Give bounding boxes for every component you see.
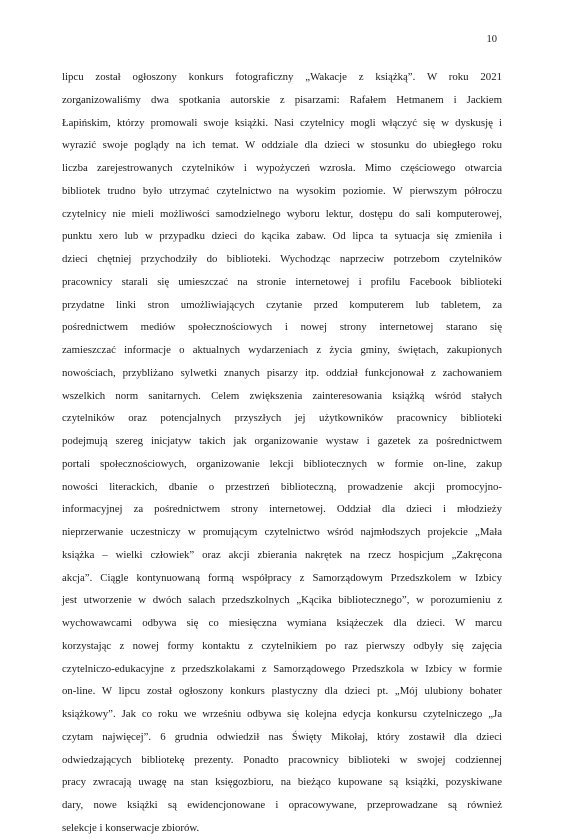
text-line: bibliotek trudno było utrzymać czytelnictwo na wysokim poziomie. W pierwszym półroczu [62, 184, 502, 197]
text-line: podejmują szereg inicjatyw takich jak organizowanie wystaw i gazetek za pośrednictwem [62, 435, 502, 447]
text-line: książka – wielki człowiek” oraz akcji zbierania nakrętek na rzecz hospicjum „Zakręcona [62, 548, 502, 561]
text-line: książkowy”. Jak co roku we wrześniu odbywa się kolejna edycja konkursu czytelniczego „Ja [62, 708, 502, 720]
text-line: wyrazić swoje poglądy na ich temat. W oddziale dla dzieci w stosunku do ubiegłego roku [62, 139, 502, 152]
text-line: Łapińskim, którzy promowali swoje książki. Nasi czytelnicy mogli włączyć się w dyskusję i [62, 116, 502, 129]
text-line: nieprzerwanie uczestniczy w promującym czytelnictwo wśród najmłodszych projekcie „Mała [62, 526, 502, 538]
text-line: nowościach, przybliżano sylwetki znanych pisarzy itp. oddział funkcjonował z zachowaniem [62, 366, 502, 379]
text-line: nowości literackich, dbanie o przestrzeń biblioteczną, prowadzenie akcji promocyjno- [62, 480, 502, 493]
text-line: portali społecznościowych, organizowanie lekcji bibliotecznych w formie on-line, zakup [62, 457, 502, 470]
page-number: 10 [486, 34, 497, 45]
text-line-last: selekcje i konserwacje zbiorów. [62, 821, 200, 834]
text-line: czytelniczo-edukacyjne z przedszkolakami z Samorządowego Przedszkola w Izbicy w formie [62, 662, 502, 675]
text-line: jest utworzenie w dwóch salach przedszkolnych „Kącika bibliotecznego”, w porozumieniu z [62, 594, 502, 607]
text-line: informacyjnej za pośrednictwem strony internetowej. Oddział dla dzieci i młodzieży [62, 503, 502, 516]
text-line: pośrednictwem mediów społecznościowych i nowej strony internetowej starano się [62, 321, 502, 334]
text-line: akcja”. Ciągle kontynuowaną formą współpracy z Samorządowym Przedszkolem w Izbicy [62, 571, 502, 584]
text-line: punktu xero lub w przypadku dzieci do kącika zabaw. Od lipca ta sytuacja się zmieniła i [62, 230, 502, 243]
text-line: przydatne linki stron umożliwiających czytanie przed komputerem lub tabletem, za [62, 298, 502, 311]
text-line: liczba zarejestrowanych czytelników i wypożyczeń wzrosła. Mimo częściowego otwarcia [62, 162, 502, 174]
text-line: odwiedzających bibliotekę prezenty. Ponadto pracownicy biblioteki w swojej codziennej [62, 753, 502, 766]
text-line: zamieszczać informacje o aktualnych wydarzeniach z życia gminy, świętach, zakupionych [62, 344, 502, 356]
text-line: wszelkich norm sanitarnych. Celem zwiększenia zainteresowania książką wśród stałych [62, 389, 502, 402]
text-line: dzieci chętniej przychodziły do biblioteki. Wychodząc naprzeciw potrzebom czytelników [62, 253, 502, 265]
text-line: lipcu został ogłoszony konkurs fotograficzny „Wakacje z książką”. W roku 2021 [62, 71, 502, 83]
text-line: zorganizowaliśmy dwa spotkania autorskie z pisarzami: Rafałem Hetmanem i Jackiem [62, 93, 502, 106]
text-line: czytam najwięcej”. 6 grudnia odwiedził nas Święty Mikołaj, który zostawił dla dzieci [62, 730, 502, 743]
text-line: dary, nowe książki są ewidencjonowane i opracowywane, przeprowadzane są również [62, 799, 502, 811]
text-line: korzystając z nowej formy kontaktu z czytelnikiem po raz pierwszy odbyły się zajęcia [62, 639, 502, 652]
text-line: on-line. W lipcu został ogłoszony konkurs plastyczny dla dzieci pt. „Mój ulubiony bohater [62, 685, 502, 698]
text-line: czytelnicy nie mieli możliwości samodzielnego wyboru lektur, dostępu do sali komputerowej, [62, 207, 502, 220]
text-line: pracownicy starali się umieszczać na stronie internetowej i profilu Facebook biblioteki [62, 275, 502, 288]
text-line: czytelników oraz potencjalnych przyszłych jej użytkowników pracownicy biblioteki [62, 412, 502, 425]
body-text [62, 66, 502, 840]
text-line: wychowawcami odbywa się co miesięczna wymiana książeczek dla dzieci. W marcu [62, 617, 502, 629]
text-line: pracy zwracają uwagę na stan księgozbioru, na bieżąco kupowane są książki, pozyskiwane [62, 776, 502, 789]
